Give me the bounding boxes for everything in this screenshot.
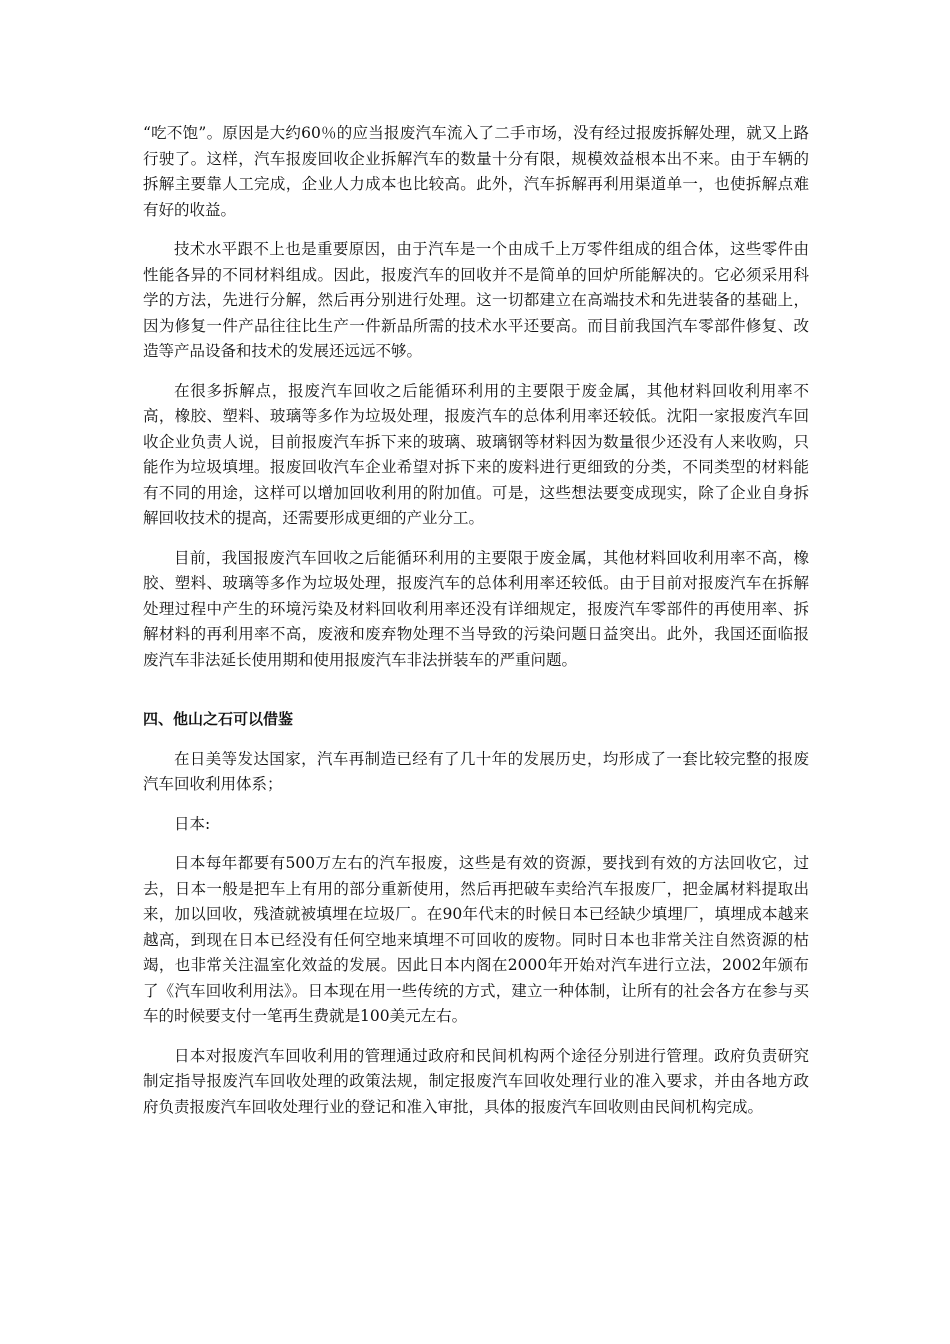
section-heading: 四、他山之石可以借鉴 [143, 710, 294, 728]
paragraph-dismantling-points: 在很多拆解点，报废汽车回收之后能循环利用的主要限于废金属，其他材料回收利用率不高，橡胶、塑料、玻璃等多作为垃圾处理，报废汽车的总体利用率还较低。沈阳一家报废汽车回收企业负责人说，目前报废汽车拆下来的玻璃、玻璃钢等材料因为数量很少还没有人来收购，只能作为垃圾填埋。报废回收汽车企业希望对拆下来的废料进行更细致的分类，不同类型的材料能有不同的用途，这样可以增加回收利用的附加值。可是，这些想法要变成现实，除了企业自身拆解回收技术的提高，还需要形成更细的产业分工。 [143, 381, 809, 527]
paragraph-japan-management: 日本对报废汽车回收利用的管理通过政府和民间机构两个途径分别进行管理。政府负责研究制定指导报废汽车回收处理的政策法规，制定报废汽车回收处理行业的准入要求，并由各地方政府负责报废汽车回收处理行业的登记和准入审批，具体的报废汽车回收则由民间机构完成。 [143, 1046, 809, 1116]
paragraph-japan-label: 日本: [174, 814, 211, 833]
paragraph-technology-level: 技术水平跟不上也是重要原因，由于汽车是一个由成千上万零件组成的组合体，这些零件由性能各异的不同材料组成。因此，报废汽车的回收并不是简单的回炉所能解决的。它必须采用科学的方法，先进行分解，然后再分别进行处理。这一切都建立在高端技术和先进装备的基础上，因为修复一件产品往往比生产一件新品所需的技术水平还要高。而目前我国汽车零部件修复、改造等产品设备和技术的发展还远远不够。 [143, 240, 809, 360]
document-page [143, 121, 809, 1134]
paragraph-unmet-capacity: “吃不饱”。原因是大约60％的应当报废汽车流入了二手市场，没有经过报废拆解处理，就又上路行驶了。这样，汽车报废回收企业拆解汽车的数量十分有限，规模效益根本出不来。由于车辆的拆解主要靠人工完成，企业人力成本也比较高。此外，汽车拆解再利用渠道单一，也使拆解点难有好的收益。 [143, 124, 809, 219]
paragraph-japan-recycling: 日本每年都要有500万左右的汽车报废，这些是有效的资源，要找到有效的方法回收它，过去，日本一般是把车上有用的部分重新使用，然后再把破车卖给汽车报废厂，把金属材料提取出来，加以回收，残渣就被填埋在垃圾厂。在90年代末的时候日本已经缺少填埋厂，填埋成本越来越高，到现在日本已经没有任何空地来填埋不可回收的废物。同时日本也非常关注自然资源的枯竭，也非常关注温室化效益的发展。因此日本内阁在2000年开始对汽车进行立法，2002年颁布了《汽车回收利用法》。日本现在用一些传统的方式，建立一种体制，让所有的社会各方在参与买车的时候要支付一笔再生费就是100美元左右。 [143, 854, 809, 1025]
paragraph-current-situation: 目前，我国报废汽车回收之后能循环利用的主要限于废金属，其他材料回收利用率不高，橡胶、塑料、玻璃等多作为垃圾处理，报废汽车的总体利用率还较低。由于目前对报废汽车在拆解处理过程中产生的环境污染及材料回收利用率还没有详细规定，报废汽车零部件的再使用率、拆解材料的再利用率不高，废液和废弃物处理不当导致的污染问题日益突出。此外，我国还面临报废汽车非法延长使用期和使用报废汽车非法拼装车的严重问题。 [143, 548, 809, 669]
paragraph-developed-countries: 在日美等发达国家，汽车再制造已经有了几十年的发展历史，均形成了一套比较完整的报废汽车回收利用体系； [143, 749, 809, 793]
